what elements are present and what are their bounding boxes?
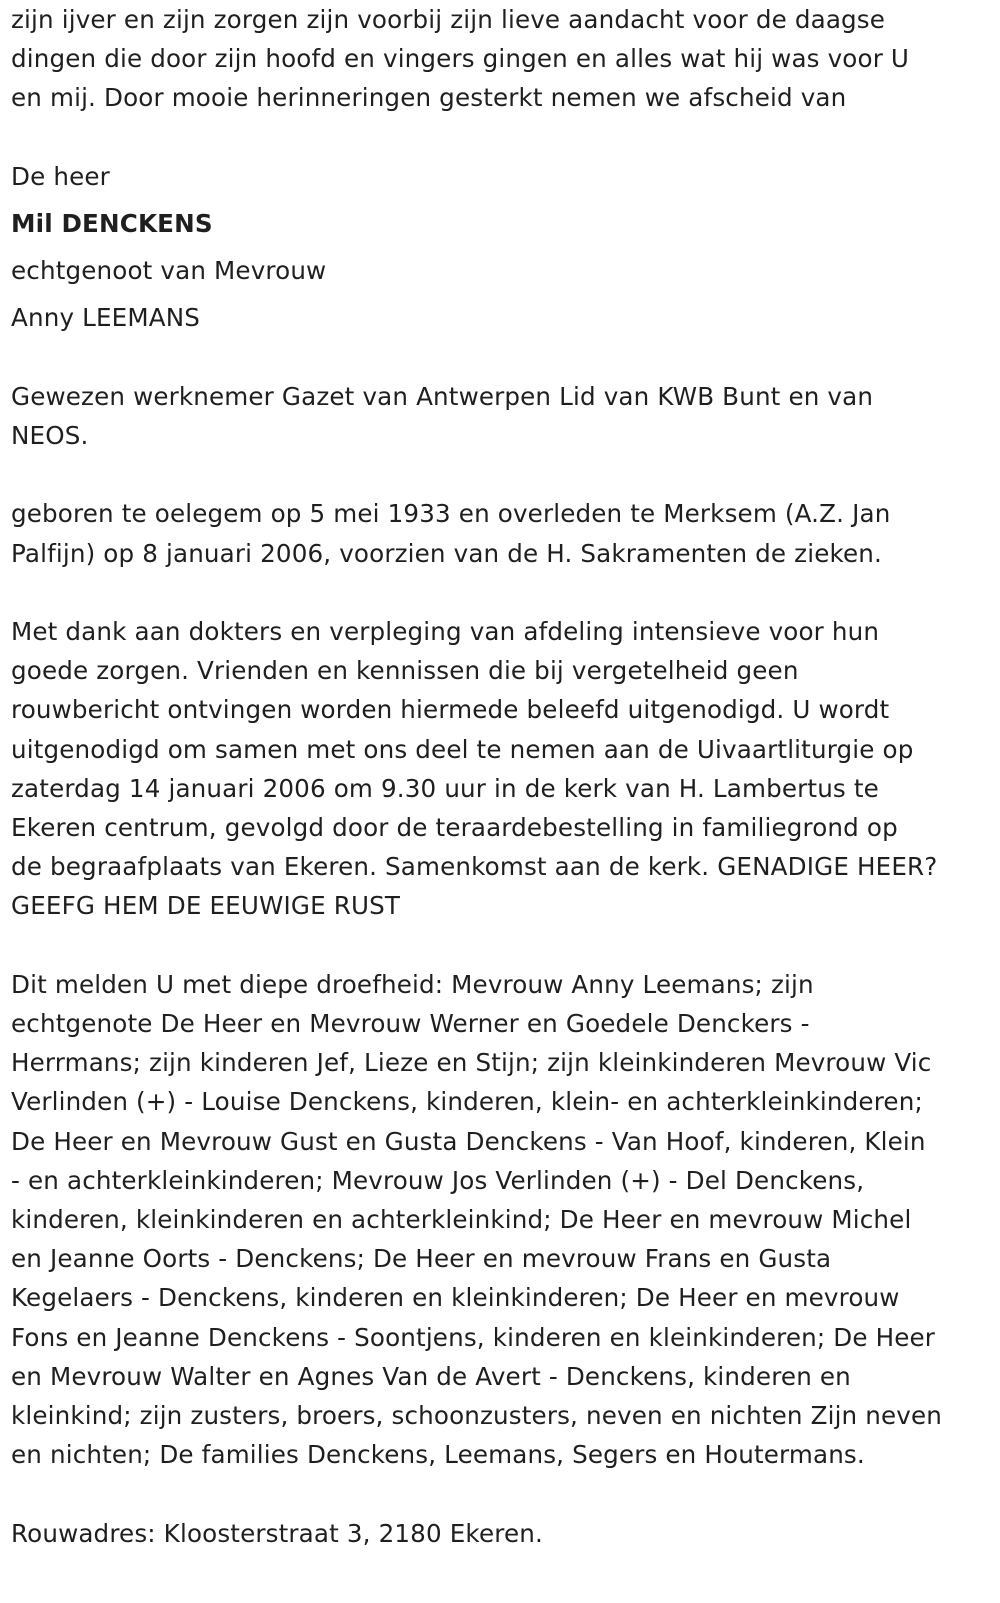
family-line: kleinkind; zijn zusters, broers, schoonzusters, neven en nichten Zijn neven <box>11 1401 943 1431</box>
funeral-line: Ekeren centrum, gevolgd door de teraardebestelling in familiegrond op <box>11 813 898 842</box>
title-line: De heer <box>11 161 110 191</box>
funeral-line: GEEFG HEM DE EEUWIGE RUST <box>11 891 401 921</box>
family-line: en nichten; De families Denckens, Leemans, Segers en Houtermans. <box>11 1440 865 1470</box>
family-line: - en achterkleinkinderen; Mevrouw Jos Verlinden (+) - Del Denckens, <box>11 1165 865 1195</box>
family-line: echtgenote De Heer en Mevrouw Werner en Goedele Denckers - <box>11 1009 810 1038</box>
intro-line: dingen die door zijn hoofd en vingers gingen en alles wat hij was voor U <box>11 44 910 74</box>
funeral-line: zaterdag 14 januari 2006 om 9.30 uur in de kerk van H. Lambertus te <box>11 773 879 803</box>
family-line: en Jeanne Oorts - Denckens; De Heer en mevrouw Frans en Gusta <box>11 1244 832 1274</box>
spouse-line: echtgenoot van Mevrouw <box>11 256 327 286</box>
family-line: De Heer en Mevrouw Gust en Gusta Denckens - Van Hoof, kinderen, Klein <box>11 1126 926 1156</box>
birth-paragraph <box>11 494 996 572</box>
funeral-line: de begraafplaats van Ekeren. Samenkomst aan de kerk. GENADIGE HEER? <box>11 852 938 882</box>
family-line: en Mevrouw Walter en Agnes Van de Avert - Denckens, kinderen en <box>11 1361 851 1391</box>
intro-paragraph <box>11 0 996 118</box>
address-line: Rouwadres: Kloosterstraat 3, 2180 Ekeren. <box>11 1518 543 1548</box>
funeral-line: goede zorgen. Vrienden en kennissen die bij vergetelheid geen <box>11 656 799 686</box>
funeral-paragraph <box>11 612 996 926</box>
funeral-line: uitgenodigd om samen met ons deel te nemen aan de Uivaartliturgie op <box>11 734 914 764</box>
funeral-line: Met dank aan dokters en verpleging van afdeling intensieve voor hun <box>11 616 880 646</box>
birth-line: Palfijn) op 8 januari 2006, voorzien van de H. Sakramenten de zieken. <box>11 538 882 568</box>
intro-line: zijn ijver en zijn zorgen zijn voorbij zijn lieve aandacht voor de daagse <box>11 5 886 34</box>
family-line: Fons en Jeanne Denckens - Soontjens, kinderen en kleinkinderen; De Heer <box>11 1322 936 1352</box>
family-paragraph <box>11 965 996 1475</box>
occupation-line: Gewezen werknemer Gazet van Antwerpen Lid van KWB Bunt en van <box>11 381 874 411</box>
birth-line: geboren te oelegem op 5 mei 1933 en overleden te Merksem (A.Z. Jan <box>11 499 891 529</box>
family-line: Kegelaers - Denckens, kinderen en kleinkinderen; De Heer en mevrouw <box>11 1283 900 1313</box>
occupation-paragraph <box>11 377 996 455</box>
funeral-line: rouwbericht ontvingen worden hiermede beleefd uitgenodigd. U wordt <box>11 695 890 725</box>
spouse-name: Anny LEEMANS <box>11 303 201 333</box>
deceased-name: Mil DENCKENS <box>11 209 213 238</box>
intro-line: en mij. Door mooie herinneringen gesterkt nemen we afscheid van <box>11 83 847 113</box>
family-line: Herrmans; zijn kinderen Jef, Lieze en Stijn; zijn kleinkinderen Mevrouw Vic <box>11 1048 932 1078</box>
family-line: Verlinden (+) - Louise Denckens, kinderen, klein- en achterkleinkinderen; <box>11 1087 923 1117</box>
obituary-document <box>11 0 996 1553</box>
family-line: Dit melden U met diepe droefheid: Mevrouw Anny Leemans; zijn <box>11 969 814 999</box>
occupation-line: NEOS. <box>11 421 89 450</box>
family-line: kinderen, kleinkinderen en achterkleinkind; De Heer en mevrouw Michel <box>11 1205 912 1235</box>
